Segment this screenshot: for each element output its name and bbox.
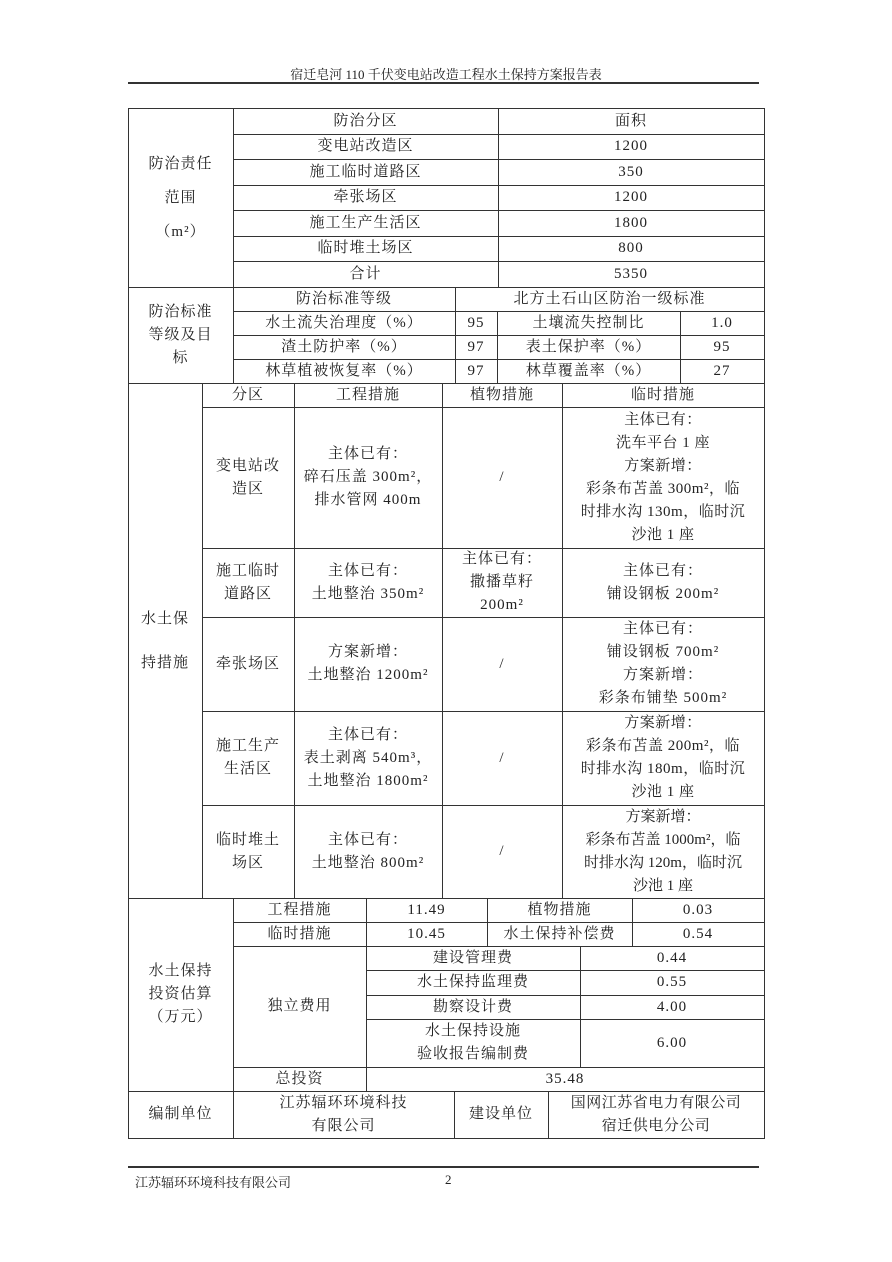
target-label: 渣土防护率（%） [233, 335, 456, 360]
measure-zone: 牵张场区 [202, 617, 295, 712]
compiler-value: 江苏辐环环境科技 有限公司 [233, 1091, 455, 1139]
target-label: 林草覆盖率（%） [497, 359, 681, 384]
zone-cell: 施工临时道路区 [233, 159, 499, 186]
total-investment-label: 总投资 [233, 1067, 367, 1092]
independent-cost-label: 独立费用 [233, 946, 367, 1068]
measures-header-veg: 植物措施 [442, 383, 563, 408]
grade-label: 防治标准等级 [233, 287, 456, 312]
zone-cell: 牵张场区 [233, 185, 499, 211]
indep-cost-value: 0.55 [580, 970, 765, 996]
indep-cost-value: 6.00 [580, 1019, 765, 1068]
standard-label: 防治标准 等级及目 标 [128, 287, 234, 384]
eng-cost-label: 工程措施 [233, 898, 367, 923]
indep-cost-value: 4.00 [580, 995, 765, 1020]
target-label: 林草植被恢复率（%） [233, 359, 456, 384]
veg-cost-value: 0.03 [632, 898, 765, 923]
target-value: 97 [455, 335, 498, 360]
target-value: 97 [455, 359, 498, 384]
compiler-label: 编制单位 [128, 1091, 234, 1139]
footer-company: 江苏辐环环境科技有限公司 [135, 1175, 292, 1190]
measure-temp: 方案新增： 彩条布苫盖 1000m²，临 时排水沟 120m，临时沉 沙池 1 座 [562, 805, 765, 899]
area-cell: 1200 [498, 134, 765, 160]
area-cell: 1200 [498, 185, 765, 211]
indep-cost-label: 水土保持监理费 [366, 970, 581, 996]
target-label: 表土保护率（%） [497, 335, 681, 360]
measures-header-temp: 临时措施 [562, 383, 765, 408]
measure-zone: 施工生产 生活区 [202, 711, 295, 806]
footer-divider [128, 1166, 759, 1168]
total-area-cell: 5350 [498, 261, 765, 288]
measure-veg: / [442, 805, 563, 899]
indep-cost-value: 0.44 [580, 946, 765, 971]
target-value: 95 [680, 335, 765, 360]
target-label: 水土流失治理度（%） [233, 311, 456, 336]
indep-cost-label: 勘察设计费 [366, 995, 581, 1020]
measure-temp: 主体已有： 洗车平台 1 座 方案新增： 彩条布苫盖 300m²，临 时排水沟 130m，临时沉 沙池 1 座 [562, 407, 765, 549]
measure-eng: 主体已有： 表土剥离 540m³， 土地整治 1800m² [294, 711, 443, 806]
measure-veg: / [442, 617, 563, 712]
builder-label: 建设单位 [454, 1091, 549, 1139]
col-zone-header: 防治分区 [233, 108, 499, 135]
target-value: 27 [680, 359, 765, 384]
measure-temp: 方案新增： 彩条布苫盖 200m²，临 时排水沟 180m，临时沉 沙池 1 座 [562, 711, 765, 806]
measures-header-eng: 工程措施 [294, 383, 443, 408]
page-header: 宿迁皂河 110 千伏变电站改造工程水土保持方案报告表 [290, 67, 602, 82]
temp-cost-value: 10.45 [366, 922, 488, 947]
measure-veg: / [442, 711, 563, 806]
area-cell: 800 [498, 236, 765, 262]
zone-cell: 施工生产生活区 [233, 210, 499, 237]
eng-cost-value: 11.49 [366, 898, 488, 923]
target-value: 95 [455, 311, 498, 336]
measure-zone: 变电站改 造区 [202, 407, 295, 549]
measure-temp: 主体已有： 铺设钢板 200m² [562, 548, 765, 618]
zone-cell: 变电站改造区 [233, 134, 499, 160]
area-cell: 350 [498, 159, 765, 186]
measure-eng: 主体已有： 土地整治 350m² [294, 548, 443, 618]
page-number: 2 [445, 1172, 452, 1187]
area-cell: 1800 [498, 210, 765, 237]
col-area-header: 面积 [498, 108, 765, 135]
measure-veg: 主体已有： 撒播草籽 200m² [442, 548, 563, 618]
header-divider [128, 82, 759, 84]
total-investment-value: 35.48 [366, 1067, 765, 1092]
total-zone-cell: 合计 [233, 261, 499, 288]
zone-cell: 临时堆土场区 [233, 236, 499, 262]
target-value: 1.0 [680, 311, 765, 336]
indep-cost-label: 建设管理费 [366, 946, 581, 971]
builder-value: 国网江苏省电力有限公司 宿迁供电分公司 [548, 1091, 765, 1139]
measure-veg: / [442, 407, 563, 549]
responsibility-label: 防治责任 范围 （m²） [128, 108, 234, 288]
measure-eng: 主体已有： 土地整治 800m² [294, 805, 443, 899]
comp-cost-value: 0.54 [632, 922, 765, 947]
measure-zone: 施工临时 道路区 [202, 548, 295, 618]
comp-cost-label: 水土保持补偿费 [487, 922, 633, 947]
target-label: 土壤流失控制比 [497, 311, 681, 336]
measures-label: 水土保 持措施 [128, 383, 203, 899]
veg-cost-label: 植物措施 [487, 898, 633, 923]
investment-label: 水土保持 投资估算 （万元） [128, 898, 234, 1092]
measure-eng: 主体已有： 碎石压盖 300m²， 排水管网 400m [294, 407, 443, 549]
measure-temp: 主体已有： 铺设钢板 700m² 方案新增： 彩条布铺垫 500m² [562, 617, 765, 712]
indep-cost-label: 水土保持设施 验收报告编制费 [366, 1019, 581, 1068]
temp-cost-label: 临时措施 [233, 922, 367, 947]
measure-zone: 临时堆土 场区 [202, 805, 295, 899]
measures-header-zone: 分区 [202, 383, 295, 408]
measure-eng: 方案新增： 土地整治 1200m² [294, 617, 443, 712]
grade-value: 北方土石山区防治一级标准 [455, 287, 765, 312]
